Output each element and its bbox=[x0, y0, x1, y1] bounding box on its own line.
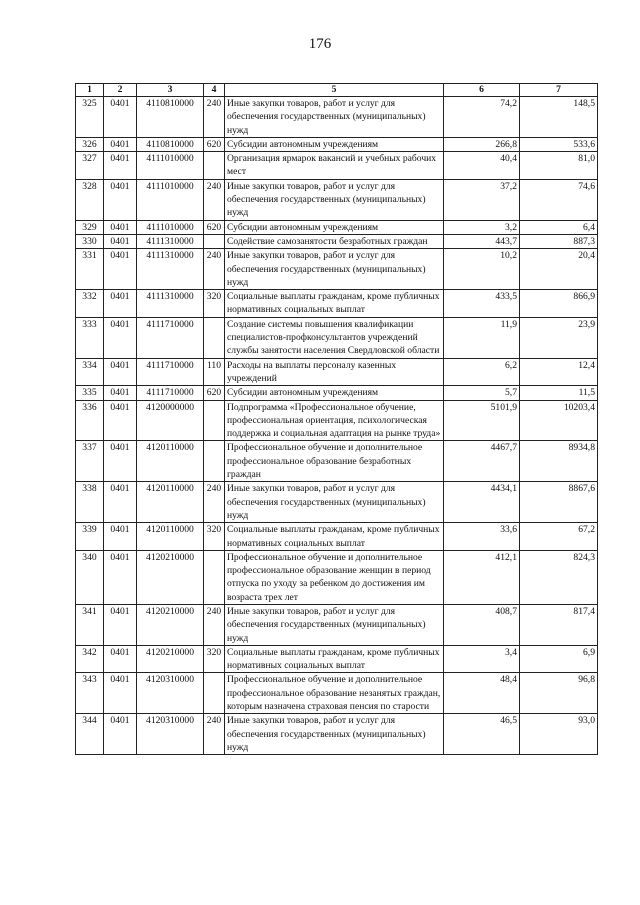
amount-cell-col6: 5,7 bbox=[444, 386, 520, 400]
row-number-cell: 332 bbox=[76, 290, 104, 318]
section-code-cell: 0401 bbox=[104, 179, 137, 220]
expense-type-cell: 620 bbox=[204, 386, 225, 400]
item-name-cell: Иные закупки товаров, работ и услуг для обеспечения государственных (муниципальных) нужд bbox=[225, 179, 444, 220]
target-code-cell: 4120110000 bbox=[137, 523, 204, 551]
amount-cell-col7: 10203,4 bbox=[520, 400, 598, 441]
target-code-cell: 4111310000 bbox=[137, 290, 204, 318]
amount-cell-col6: 46,5 bbox=[444, 714, 520, 755]
amount-cell-col7: 93,0 bbox=[520, 714, 598, 755]
target-code-cell: 4111710000 bbox=[137, 317, 204, 358]
amount-cell-col7: 67,2 bbox=[520, 523, 598, 551]
table-row bbox=[76, 386, 598, 400]
table-row bbox=[76, 152, 598, 180]
section-code-cell: 0401 bbox=[104, 290, 137, 318]
expense-type-cell: 620 bbox=[204, 137, 225, 151]
table-row bbox=[76, 441, 598, 482]
table-body bbox=[76, 97, 598, 755]
expense-type-cell bbox=[204, 441, 225, 482]
section-code-cell: 0401 bbox=[104, 358, 137, 386]
table-row bbox=[76, 523, 598, 551]
row-number-cell: 341 bbox=[76, 604, 104, 645]
header-row bbox=[76, 84, 598, 97]
table-row bbox=[76, 550, 598, 604]
target-code-cell: 4111310000 bbox=[137, 234, 204, 248]
amount-cell-col6: 10,2 bbox=[444, 249, 520, 290]
header-cell: 4 bbox=[204, 84, 225, 97]
table-row bbox=[76, 358, 598, 386]
amount-cell-col6: 3,2 bbox=[444, 220, 520, 234]
table-row bbox=[76, 400, 598, 441]
expense-type-cell: 320 bbox=[204, 523, 225, 551]
target-code-cell: 4111010000 bbox=[137, 152, 204, 180]
row-number-cell: 326 bbox=[76, 137, 104, 151]
section-code-cell: 0401 bbox=[104, 97, 137, 138]
header-cell: 3 bbox=[137, 84, 204, 97]
target-code-cell: 4111010000 bbox=[137, 220, 204, 234]
item-name-cell: Расходы на выплаты персоналу казенных учреждений bbox=[225, 358, 444, 386]
section-code-cell: 0401 bbox=[104, 441, 137, 482]
section-code-cell: 0401 bbox=[104, 604, 137, 645]
amount-cell-col7: 866,9 bbox=[520, 290, 598, 318]
amount-cell-col7: 6,4 bbox=[520, 220, 598, 234]
row-number-cell: 339 bbox=[76, 523, 104, 551]
item-name-cell: Профессиональное обучение и дополнительное профессиональное образование женщин в период отпуска по уходу за ребенком до достижения им возраста трех лет bbox=[225, 550, 444, 604]
header-cell: 2 bbox=[104, 84, 137, 97]
table-row bbox=[76, 234, 598, 248]
row-number-cell: 336 bbox=[76, 400, 104, 441]
expense-type-cell bbox=[204, 400, 225, 441]
target-code-cell: 4111010000 bbox=[137, 179, 204, 220]
item-name-cell: Иные закупки товаров, работ и услуг для обеспечения государственных (муниципальных) нужд bbox=[225, 482, 444, 523]
amount-cell-col7: 6,9 bbox=[520, 645, 598, 673]
table-row bbox=[76, 317, 598, 358]
section-code-cell: 0401 bbox=[104, 714, 137, 755]
amount-cell-col6: 3,4 bbox=[444, 645, 520, 673]
table-row bbox=[76, 645, 598, 673]
amount-cell-col7: 533,6 bbox=[520, 137, 598, 151]
row-number-cell: 338 bbox=[76, 482, 104, 523]
expense-type-cell: 240 bbox=[204, 97, 225, 138]
section-code-cell: 0401 bbox=[104, 523, 137, 551]
row-number-cell: 334 bbox=[76, 358, 104, 386]
section-code-cell: 0401 bbox=[104, 152, 137, 180]
amount-cell-col7: 8934,8 bbox=[520, 441, 598, 482]
item-name-cell: Иные закупки товаров, работ и услуг для обеспечения государственных (муниципальных) нужд bbox=[225, 714, 444, 755]
section-code-cell: 0401 bbox=[104, 386, 137, 400]
header-cell: 6 bbox=[444, 84, 520, 97]
item-name-cell: Социальные выплаты гражданам, кроме публичных нормативных социальных выплат bbox=[225, 523, 444, 551]
target-code-cell: 4120310000 bbox=[137, 673, 204, 714]
page-number: 176 bbox=[308, 36, 332, 52]
item-name-cell: Субсидии автономным учреждениям bbox=[225, 220, 444, 234]
row-number-cell: 333 bbox=[76, 317, 104, 358]
row-number-cell: 344 bbox=[76, 714, 104, 755]
section-code-cell: 0401 bbox=[104, 400, 137, 441]
amount-cell-col6: 4467,7 bbox=[444, 441, 520, 482]
section-code-cell: 0401 bbox=[104, 220, 137, 234]
target-code-cell: 4111710000 bbox=[137, 358, 204, 386]
section-code-cell: 0401 bbox=[104, 482, 137, 523]
target-code-cell: 4120000000 bbox=[137, 400, 204, 441]
row-number-cell: 331 bbox=[76, 249, 104, 290]
section-code-cell: 0401 bbox=[104, 137, 137, 151]
amount-cell-col7: 817,4 bbox=[520, 604, 598, 645]
target-code-cell: 4111710000 bbox=[137, 386, 204, 400]
target-code-cell: 4120210000 bbox=[137, 550, 204, 604]
expense-type-cell: 240 bbox=[204, 714, 225, 755]
row-number-cell: 340 bbox=[76, 550, 104, 604]
table-row bbox=[76, 220, 598, 234]
item-name-cell: Иные закупки товаров, работ и услуг для обеспечения государственных (муниципальных) нужд bbox=[225, 97, 444, 138]
amount-cell-col6: 4434,1 bbox=[444, 482, 520, 523]
table-row bbox=[76, 482, 598, 523]
row-number-cell: 342 bbox=[76, 645, 104, 673]
amount-cell-col6: 443,7 bbox=[444, 234, 520, 248]
amount-cell-col7: 8867,6 bbox=[520, 482, 598, 523]
row-number-cell: 335 bbox=[76, 386, 104, 400]
target-code-cell: 4120210000 bbox=[137, 645, 204, 673]
expense-type-cell bbox=[204, 550, 225, 604]
header-cell: 7 bbox=[520, 84, 598, 97]
section-code-cell: 0401 bbox=[104, 645, 137, 673]
item-name-cell: Профессиональное обучение и дополнительное профессиональное образование незанятых граждан, которым назначена страховая пенсия по старости bbox=[225, 673, 444, 714]
item-name-cell: Иные закупки товаров, работ и услуг для обеспечения государственных (муниципальных) нужд bbox=[225, 604, 444, 645]
amount-cell-col7: 12,4 bbox=[520, 358, 598, 386]
table-row bbox=[76, 97, 598, 138]
amount-cell-col7: 81,0 bbox=[520, 152, 598, 180]
row-number-cell: 327 bbox=[76, 152, 104, 180]
expense-type-cell: 320 bbox=[204, 290, 225, 318]
amount-cell-col6: 5101,9 bbox=[444, 400, 520, 441]
amount-cell-col6: 266,8 bbox=[444, 137, 520, 151]
amount-cell-col6: 433,5 bbox=[444, 290, 520, 318]
table-row bbox=[76, 604, 598, 645]
item-name-cell: Организация ярмарок вакансий и учебных рабочих мест bbox=[225, 152, 444, 180]
expense-type-cell: 320 bbox=[204, 645, 225, 673]
expense-type-cell bbox=[204, 234, 225, 248]
section-code-cell: 0401 bbox=[104, 249, 137, 290]
amount-cell-col6: 74,2 bbox=[444, 97, 520, 138]
row-number-cell: 325 bbox=[76, 97, 104, 138]
amount-cell-col6: 408,7 bbox=[444, 604, 520, 645]
expense-type-cell: 240 bbox=[204, 179, 225, 220]
expense-type-cell: 240 bbox=[204, 482, 225, 523]
amount-cell-col6: 40,4 bbox=[444, 152, 520, 180]
item-name-cell: Подпрограмма «Профессиональное обучение, профессиональная ориентация, психологическая поддержка и социальная адаптация на рынке труда» bbox=[225, 400, 444, 441]
item-name-cell: Иные закупки товаров, работ и услуг для обеспечения государственных (муниципальных) нужд bbox=[225, 249, 444, 290]
target-code-cell: 4120310000 bbox=[137, 714, 204, 755]
header-cell: 1 bbox=[76, 84, 104, 97]
row-number-cell: 329 bbox=[76, 220, 104, 234]
target-code-cell: 4110810000 bbox=[137, 137, 204, 151]
item-name-cell: Социальные выплаты гражданам, кроме публичных нормативных социальных выплат bbox=[225, 290, 444, 318]
row-number-cell: 328 bbox=[76, 179, 104, 220]
amount-cell-col7: 887,3 bbox=[520, 234, 598, 248]
expense-type-cell: 620 bbox=[204, 220, 225, 234]
row-number-cell: 330 bbox=[76, 234, 104, 248]
amount-cell-col6: 48,4 bbox=[444, 673, 520, 714]
amount-cell-col7: 148,5 bbox=[520, 97, 598, 138]
header-cell: 5 bbox=[225, 84, 444, 97]
table-row bbox=[76, 249, 598, 290]
section-code-cell: 0401 bbox=[104, 234, 137, 248]
row-number-cell: 337 bbox=[76, 441, 104, 482]
target-code-cell: 4120110000 bbox=[137, 482, 204, 523]
table-row bbox=[76, 137, 598, 151]
expense-type-cell: 240 bbox=[204, 604, 225, 645]
amount-cell-col6: 6,2 bbox=[444, 358, 520, 386]
expense-type-cell bbox=[204, 317, 225, 358]
section-code-cell: 0401 bbox=[104, 673, 137, 714]
expense-type-cell: 110 bbox=[204, 358, 225, 386]
amount-cell-col6: 33,6 bbox=[444, 523, 520, 551]
target-code-cell: 4111310000 bbox=[137, 249, 204, 290]
item-name-cell: Субсидии автономным учреждениям bbox=[225, 386, 444, 400]
amount-cell-col7: 11,5 bbox=[520, 386, 598, 400]
expense-type-cell: 240 bbox=[204, 249, 225, 290]
table-row bbox=[76, 673, 598, 714]
target-code-cell: 4120110000 bbox=[137, 441, 204, 482]
table-row bbox=[76, 290, 598, 318]
amount-cell-col7: 74,6 bbox=[520, 179, 598, 220]
target-code-cell: 4120210000 bbox=[137, 604, 204, 645]
target-code-cell: 4110810000 bbox=[137, 97, 204, 138]
amount-cell-col6: 37,2 bbox=[444, 179, 520, 220]
item-name-cell: Содействие самозанятости безработных граждан bbox=[225, 234, 444, 248]
budget-table bbox=[75, 83, 598, 755]
item-name-cell: Профессиональное обучение и дополнительное профессиональное образование безработных граждан bbox=[225, 441, 444, 482]
amount-cell-col6: 412,1 bbox=[444, 550, 520, 604]
amount-cell-col7: 23,9 bbox=[520, 317, 598, 358]
table-row bbox=[76, 714, 598, 755]
amount-cell-col6: 11,9 bbox=[444, 317, 520, 358]
amount-cell-col7: 824,3 bbox=[520, 550, 598, 604]
table-row bbox=[76, 179, 598, 220]
section-code-cell: 0401 bbox=[104, 317, 137, 358]
row-number-cell: 343 bbox=[76, 673, 104, 714]
expense-type-cell bbox=[204, 152, 225, 180]
amount-cell-col7: 20,4 bbox=[520, 249, 598, 290]
item-name-cell: Социальные выплаты гражданам, кроме публичных нормативных социальных выплат bbox=[225, 645, 444, 673]
section-code-cell: 0401 bbox=[104, 550, 137, 604]
amount-cell-col7: 96,8 bbox=[520, 673, 598, 714]
expense-type-cell bbox=[204, 673, 225, 714]
item-name-cell: Создание системы повышения квалификации специалистов-профконсультантов учреждений службы занятости населения Свердловской области bbox=[225, 317, 444, 358]
item-name-cell: Субсидии автономным учреждениям bbox=[225, 137, 444, 151]
